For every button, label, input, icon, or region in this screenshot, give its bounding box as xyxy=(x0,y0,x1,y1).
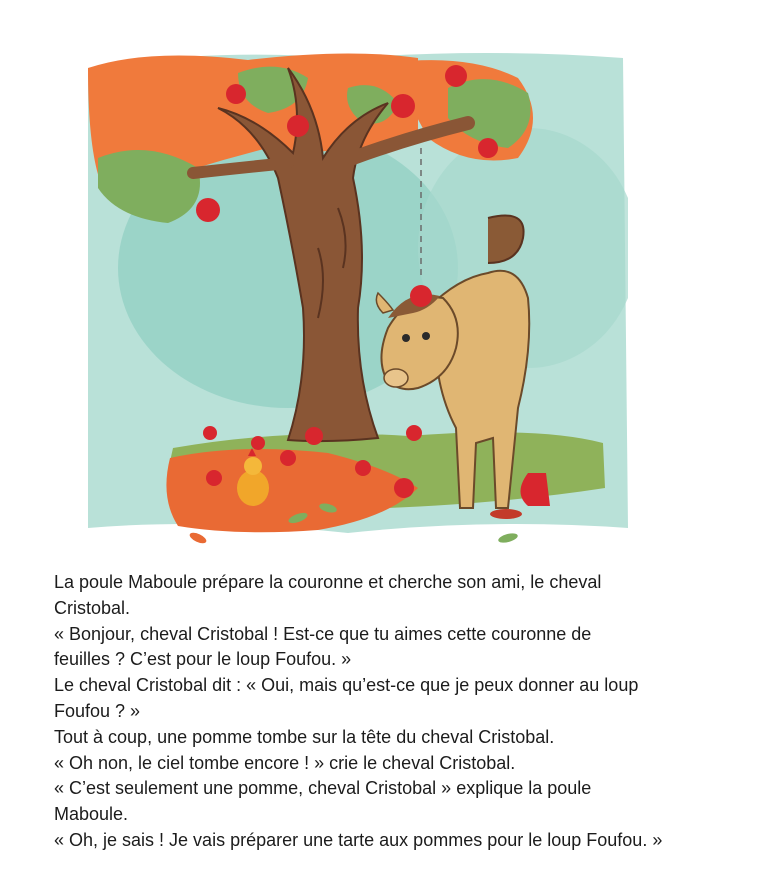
apple-icon xyxy=(251,436,265,450)
apple-icon xyxy=(445,65,467,87)
apple-icon xyxy=(196,198,220,222)
apple-icon xyxy=(305,427,323,445)
apple-icon xyxy=(203,426,217,440)
apple-icon xyxy=(206,470,222,486)
story-line: Le cheval Cristobal dit : « Oui, mais qu’est-ce que je peux donner au loup xyxy=(54,675,639,696)
apple-icon xyxy=(391,94,415,118)
apple-icon xyxy=(355,460,371,476)
apple-icon xyxy=(287,115,309,137)
apple-icon xyxy=(478,138,498,158)
story-line: « Oh non, le ciel tombe encore ! » crie le cheval Cristobal. xyxy=(54,752,516,773)
story-line: « C’est seulement une pomme, cheval Cristobal » explique la poule xyxy=(54,778,592,799)
story-line: Cristobal. xyxy=(54,597,131,618)
story-text xyxy=(54,570,744,854)
story-line: « Oh, je sais ! Je vais préparer une tarte aux pommes pour le loup Foufou. » xyxy=(54,829,663,850)
apple-icon xyxy=(226,84,246,104)
story-line: Maboule. xyxy=(54,804,129,825)
story-illustration xyxy=(88,48,628,553)
story-line: « Bonjour, cheval Cristobal ! Est-ce que tu aimes cette couronne de xyxy=(54,623,592,644)
apple-icon xyxy=(280,450,296,466)
apple-icon xyxy=(410,285,432,307)
story-line: La poule Maboule prépare la couronne et cherche son ami, le cheval xyxy=(54,572,602,592)
apple-icon xyxy=(406,425,422,441)
story-line: feuilles ? C’est pour le loup Foufou. » xyxy=(54,649,352,670)
story-line: Tout à coup, une pomme tombe sur la tête du cheval Cristobal. xyxy=(54,726,555,747)
story-line: Foufou ? » xyxy=(54,700,141,721)
apple-icon xyxy=(394,478,414,498)
bowl-icon xyxy=(490,509,522,519)
bitten-apple-icon xyxy=(521,473,551,506)
